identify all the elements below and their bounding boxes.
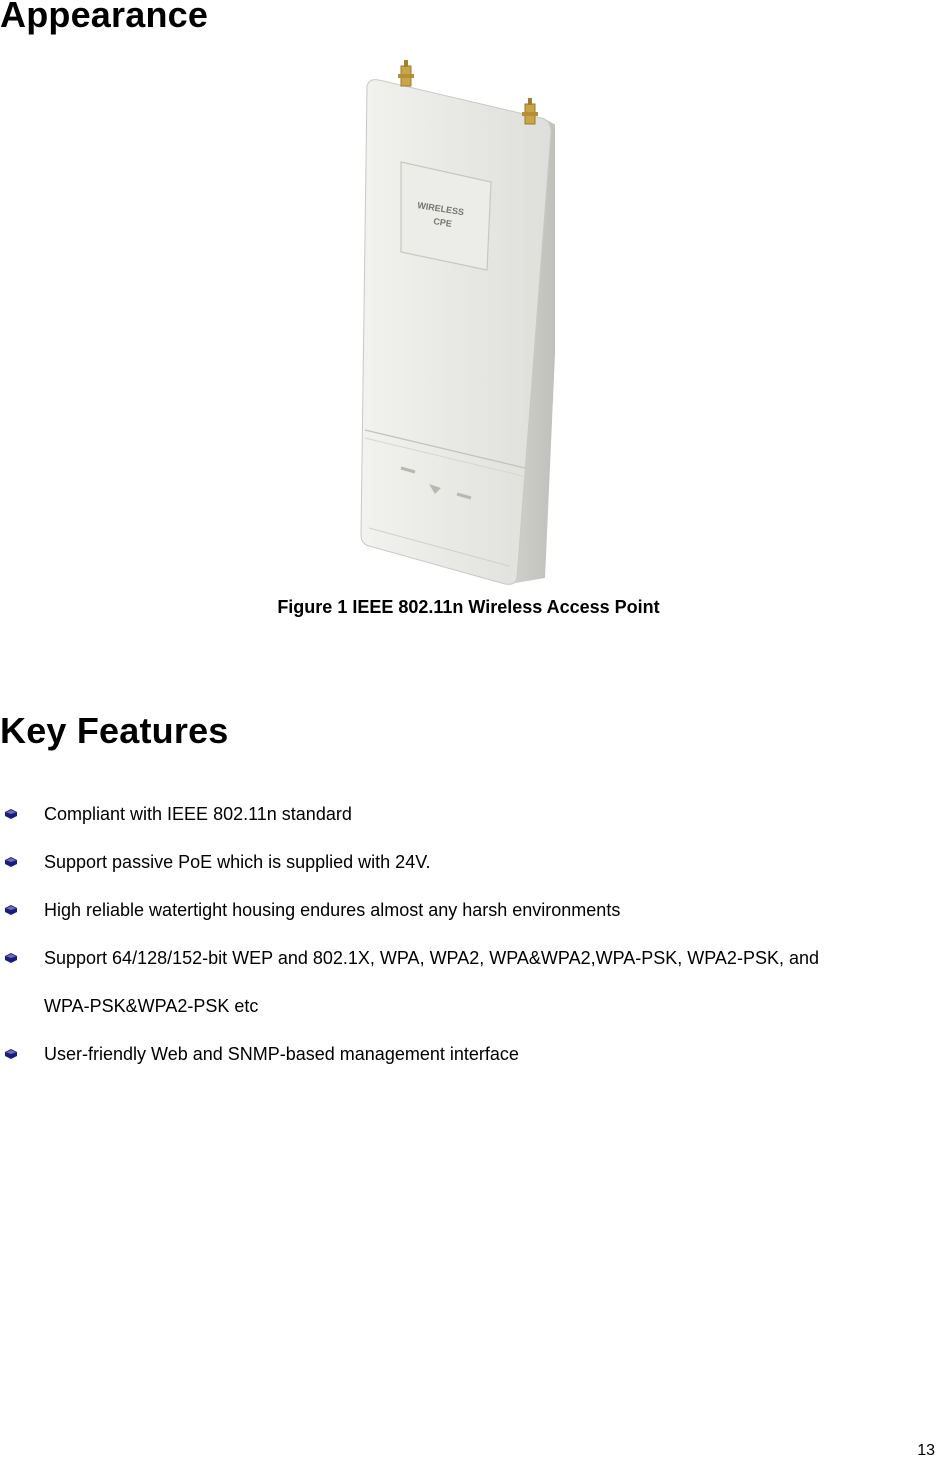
device-label-line1: WIRELESS [416,200,465,218]
figure-caption: Figure 1 IEEE 802.11n Wireless Access Point [277,597,660,617]
feature-item-continuation [0,982,937,1030]
feature-text: High reliable watertight housing endures almost any harsh environments [44,900,621,920]
key-features-list [0,790,937,1078]
device-label-line2: CPE [432,216,453,229]
feature-text: User-friendly Web and SNMP-based management interface [44,1044,519,1064]
antenna-connector-left [398,60,414,86]
key-features-heading: Key Features [0,710,229,751]
feature-text: Support 64/128/152-bit WEP and 802.1X, WPA, WPA2, WPA&WPA2,WPA-PSK, WPA2-PSK, and [44,948,819,968]
appearance-heading: Appearance [0,0,209,35]
feature-item [0,838,937,886]
page-number: 13 [917,1442,935,1459]
feature-item [0,886,937,934]
bullet-icon [5,905,17,915]
feature-text: Compliant with IEEE 802.11n standard [44,804,352,824]
bullet-icon [5,953,17,963]
bullet-icon [5,809,17,819]
feature-item [0,1030,937,1078]
bullet-icon [5,857,17,867]
device-photo [355,58,555,588]
feature-text: WPA-PSK&WPA2-PSK etc [44,996,259,1016]
feature-item [0,790,937,838]
feature-item [0,934,937,982]
bullet-icon [5,1049,17,1059]
feature-text: Support passive PoE which is supplied with 24V. [44,852,431,872]
